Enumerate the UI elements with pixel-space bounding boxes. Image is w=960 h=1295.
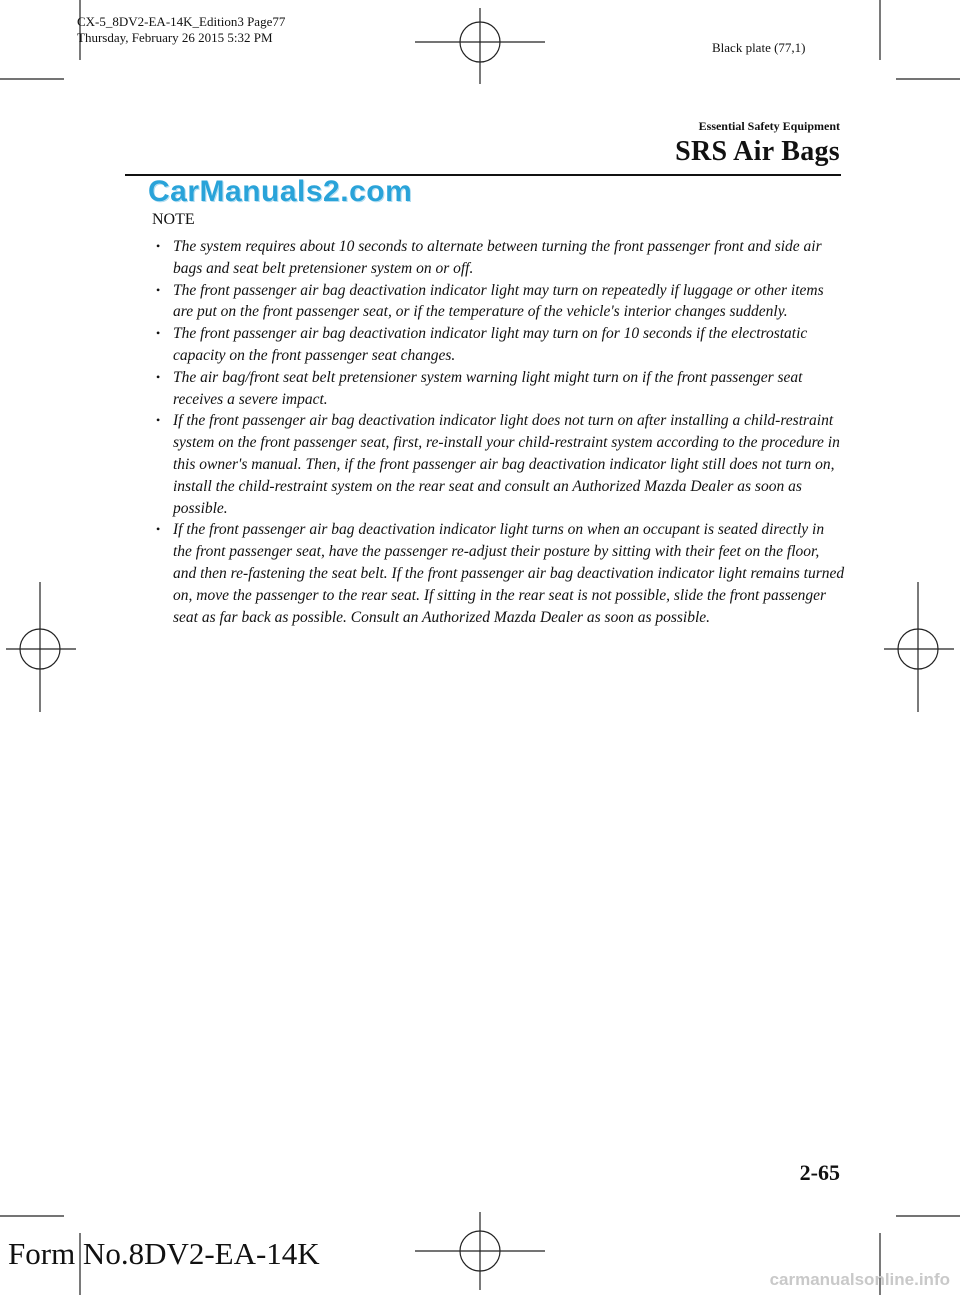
bullet-icon: • bbox=[156, 369, 161, 384]
form-number: Form No.8DV2-EA-14K bbox=[8, 1236, 320, 1271]
note-item bbox=[155, 236, 845, 280]
note-item-text: The front passenger air bag deactivation indicator light may turn on repeatedly if luggage or other items are put on the front passenger seat, or if the temperature of the vehicle's interior changes suddenly. bbox=[173, 281, 824, 321]
plate-label: Black plate (77,1) bbox=[712, 40, 806, 55]
watermark-url: carmanualsonline.info bbox=[769, 1270, 950, 1289]
bullet-icon: • bbox=[156, 413, 161, 428]
note-item bbox=[155, 519, 845, 628]
note-item-text: The system requires about 10 seconds to alternate between turning the front passenger front and side air bags and seat belt pretensioner system on or off. bbox=[173, 238, 822, 277]
print-info bbox=[77, 14, 285, 46]
note-item-text: The air bag/front seat belt pretensioner system warning light might turn on if the front passenger seat receives a severe impact. bbox=[173, 368, 803, 408]
note-item bbox=[155, 323, 845, 367]
page-number: 2-65 bbox=[799, 1160, 840, 1185]
section-label: Essential Safety Equipment bbox=[698, 119, 840, 133]
note-item bbox=[155, 280, 845, 324]
note-heading: NOTE bbox=[152, 211, 195, 228]
bullet-icon: • bbox=[156, 326, 161, 341]
print-info-date: Thursday, February 26 2015 5:32 PM bbox=[77, 30, 273, 45]
print-info-file: CX-5_8DV2-EA-14K_Edition3 Page77 bbox=[77, 14, 286, 29]
note-item bbox=[155, 367, 845, 411]
note-item-text: If the front passenger air bag deactivation indicator light does not turn on after installing a child-restraint system on the front passenger seat, first, re-install your child-restraint system according to the procedure in this owner's manual. Then, if the front passenger air bag deactivation indicator light still does not turn on, install the child-restraint system on the rear seat and consult an Authorized Mazda Dealer as soon as possible. bbox=[173, 412, 840, 517]
note-item-text: If the front passenger air bag deactivation indicator light turns on when an occupant is seated directly in the front passenger seat, have the passenger re-adjust their posture by sitting with their feet on the floor, and then re-fastening the seat belt. If the front passenger air bag deactivation indicator light remains turned on, move the passenger to the rear seat. If sitting in the rear seat is not possible, slide the front passenger seat as far back as possible. Consult an Authorized Mazda Dealer as soon as possible. bbox=[173, 521, 845, 626]
chapter-title: SRS Air Bags bbox=[675, 136, 840, 167]
note-item bbox=[155, 410, 845, 519]
bullet-icon: • bbox=[156, 282, 161, 297]
note-item-text: The front passenger air bag deactivation indicator light may turn on for 10 seconds if the electrostatic capacity on the front passenger seat changes. bbox=[173, 325, 808, 364]
note-list bbox=[155, 236, 845, 628]
bullet-icon: • bbox=[156, 239, 161, 253]
bullet-icon: • bbox=[156, 522, 161, 537]
watermark-logo: CarManuals2.com bbox=[148, 175, 413, 208]
